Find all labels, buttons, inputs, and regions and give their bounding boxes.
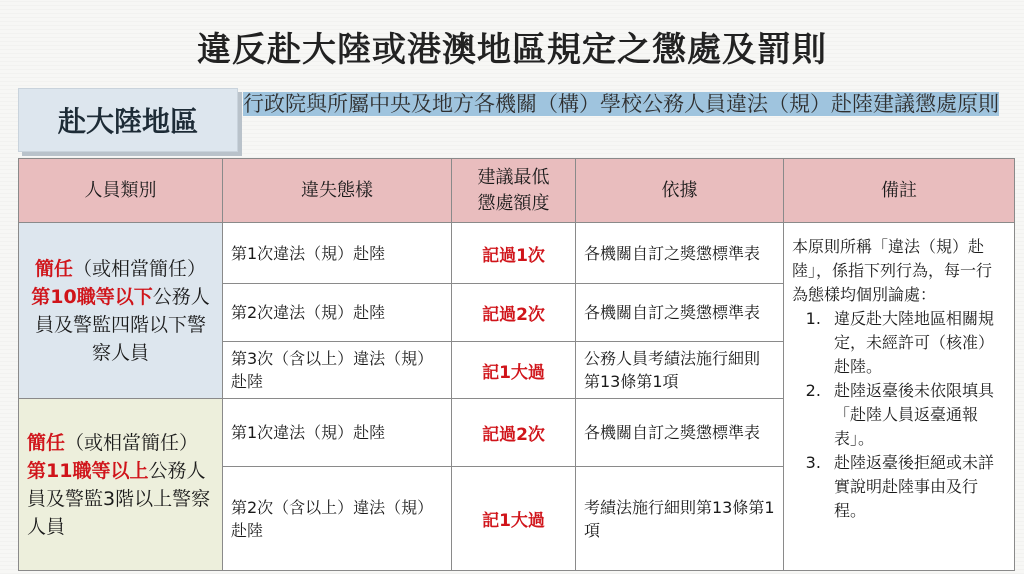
header-basis: 依據 (576, 159, 784, 223)
violation-cell: 第2次違法（規）赴陸 (223, 284, 452, 342)
notes-item: 3. 赴陸返臺後拒絕或未詳實說明赴陸事由及行程。 (826, 451, 1006, 523)
table-header-row (19, 159, 1015, 223)
penalty-cell: 記1大過 (452, 467, 576, 571)
notes-intro: 本原則所稱「違法（規）赴陸」，係指下列行為，每一行為態樣均個別論處： (792, 237, 993, 304)
violation-cell: 第2次（含以上）違法（規）赴陸 (223, 467, 452, 571)
category-mid: （或相當簡任） (65, 431, 199, 454)
category-prefix: 簡任 (27, 431, 66, 454)
violation-cell: 第1次違法（規）赴陸 (223, 223, 452, 284)
penalty-cell: 記過2次 (452, 399, 576, 467)
category-rank: 第11職等以上 (27, 459, 149, 482)
basis-cell: 公務人員考績法施行細則第13條第1項 (576, 342, 784, 399)
table-row (19, 223, 1015, 284)
notes-list (792, 307, 1006, 523)
header-category: 人員類別 (19, 159, 223, 223)
header-notes: 備註 (784, 159, 1015, 223)
basis-cell: 考績法施行細則第13條第1項 (576, 467, 784, 571)
category-rest: 公務人員及警監四階以下警察人員 (34, 285, 210, 364)
notes-item: 1. 違反赴大陸地區相關規定，未經許可（核准）赴陸。 (826, 307, 1006, 379)
region-tag: 赴大陸地區 (18, 88, 238, 152)
violation-cell: 第3次（含以上）違法（規）赴陸 (223, 342, 452, 399)
penalty-cell: 記過1次 (452, 223, 576, 284)
subtitle (243, 90, 1013, 119)
violation-cell: 第1次違法（規）赴陸 (223, 399, 452, 467)
subtitle-text: 行政院與所屬中央及地方各機關（構）學校公務人員違法（規）赴陸建議懲處原則 (243, 92, 999, 116)
penalty-cell: 記1大過 (452, 342, 576, 399)
category-group-2 (19, 399, 223, 571)
notes-item: 2. 赴陸返臺後未依限填具「赴陸人員返臺通報表」。 (826, 379, 1006, 451)
category-group-1 (19, 223, 223, 399)
category-prefix: 簡任 (34, 257, 73, 280)
notes-cell (784, 223, 1015, 571)
basis-cell: 各機關自訂之獎懲標準表 (576, 223, 784, 284)
category-mid: （或相當簡任） (73, 257, 207, 280)
page-title: 違反赴大陸或港澳地區規定之懲處及罰則 (197, 30, 827, 70)
category-rank: 第10職等以下 (31, 285, 153, 308)
header-violation: 違失態樣 (223, 159, 452, 223)
basis-cell: 各機關自訂之獎懲標準表 (576, 284, 784, 342)
category-rest: 公務人員及警監3階以上警察人員 (27, 459, 211, 538)
header-penalty: 建議最低懲處額度 (452, 159, 576, 223)
penalty-table (18, 158, 1015, 571)
penalty-cell: 記過2次 (452, 284, 576, 342)
basis-cell: 各機關自訂之獎懲標準表 (576, 399, 784, 467)
